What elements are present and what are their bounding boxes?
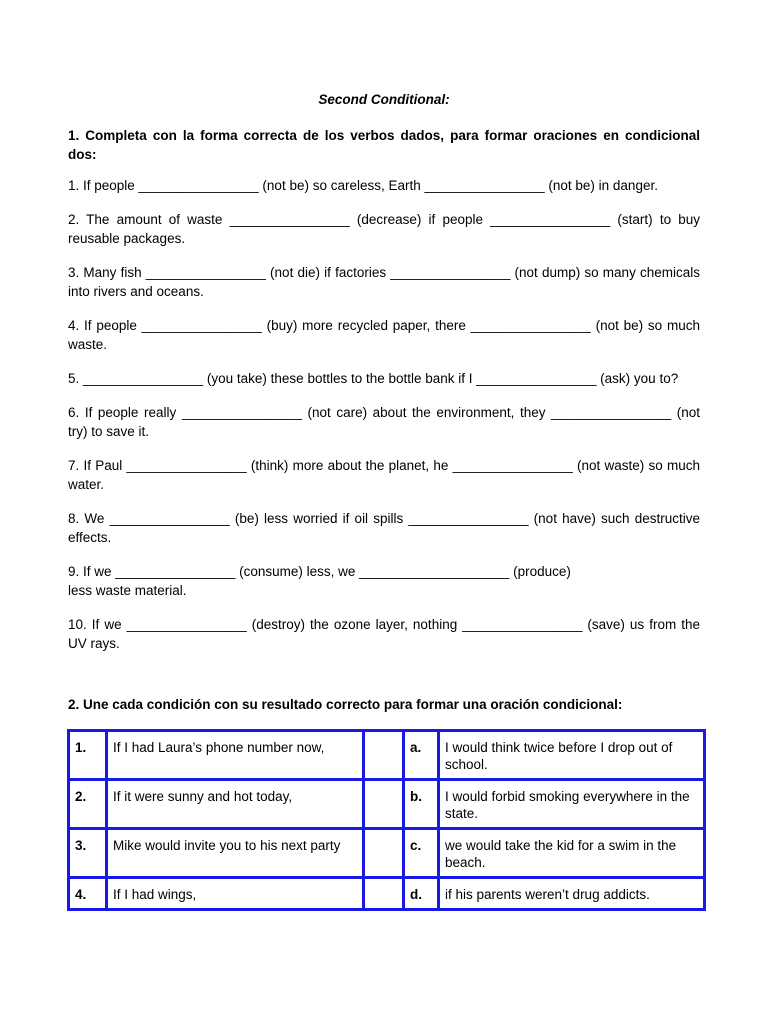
result-text: I would forbid smoking everywhere in the state. [439, 780, 705, 829]
exercise-item-10: 10. If we ________________ (destroy) the ozone layer, nothing ________________ (save) us from the UV rays. [68, 617, 700, 651]
condition-number: 1. [69, 731, 107, 780]
matching-table [67, 729, 706, 911]
condition-number: 2. [69, 780, 107, 829]
answer-cell[interactable] [364, 829, 404, 878]
table-row [69, 731, 705, 780]
exercise-item-4: 4. If people ________________ (buy) more recycled paper, there ________________ (not be) so much waste. [68, 318, 700, 352]
exercise-item-7: 7. If Paul ________________ (think) more about the planet, he ________________ (not waste) so much water. [68, 458, 700, 492]
section1-instruction: 1. Completa con la forma correcta de los verbos dados, para formar oraciones en condicional dos: [68, 128, 700, 162]
exercise-list [68, 176, 700, 668]
exercise-item-1: 1. If people ________________ (not be) so careless, Earth ________________ (not be) in danger. [68, 178, 658, 193]
table-row [69, 829, 705, 878]
answer-cell[interactable] [364, 780, 404, 829]
result-letter: a. [404, 731, 439, 780]
result-letter: b. [404, 780, 439, 829]
exercise-item-8: 8. We ________________ (be) less worried if oil spills ________________ (not have) such destructive effects. [68, 511, 700, 545]
table-row [69, 878, 705, 910]
answer-cell[interactable] [364, 878, 404, 910]
table-row [69, 780, 705, 829]
exercise-item-9-line2: less waste material. [68, 583, 187, 598]
result-letter: c. [404, 829, 439, 878]
condition-number: 3. [69, 829, 107, 878]
condition-number: 4. [69, 878, 107, 910]
exercise-item-5: 5. ________________ (you take) these bottles to the bottle bank if I ________________ (ask) you to? [68, 371, 679, 386]
exercise-item-9 [68, 562, 700, 600]
result-text: we would take the kid for a swim in the beach. [439, 829, 705, 878]
page-title: Second Conditional: [318, 92, 450, 107]
exercise-item-6: 6. If people really ________________ (not care) about the environment, they ________________ (not try) to save it. [68, 405, 700, 439]
exercise-item-3: 3. Many fish ________________ (not die) if factories ________________ (not dump) so many chemicals into rivers and oceans. [68, 265, 700, 299]
result-letter: d. [404, 878, 439, 910]
condition-text: Mike would invite you to his next party [107, 829, 364, 878]
exercise-item-9-line1: 9. If we ________________ (consume) less, we ____________________ (produce) [68, 564, 571, 579]
section2-instruction: 2. Une cada condición con su resultado correcto para formar una oración condicional: [68, 697, 623, 712]
answer-cell[interactable] [364, 731, 404, 780]
condition-text: If I had Laura’s phone number now, [107, 731, 364, 780]
condition-text: If it were sunny and hot today, [107, 780, 364, 829]
condition-text: If I had wings, [107, 878, 364, 910]
exercise-item-2: 2. The amount of waste ________________ (decrease) if people ________________ (start) to buy reusable packages. [68, 212, 700, 246]
result-text: if his parents weren’t drug addicts. [439, 878, 705, 910]
result-text: I would think twice before I drop out of school. [439, 731, 705, 780]
